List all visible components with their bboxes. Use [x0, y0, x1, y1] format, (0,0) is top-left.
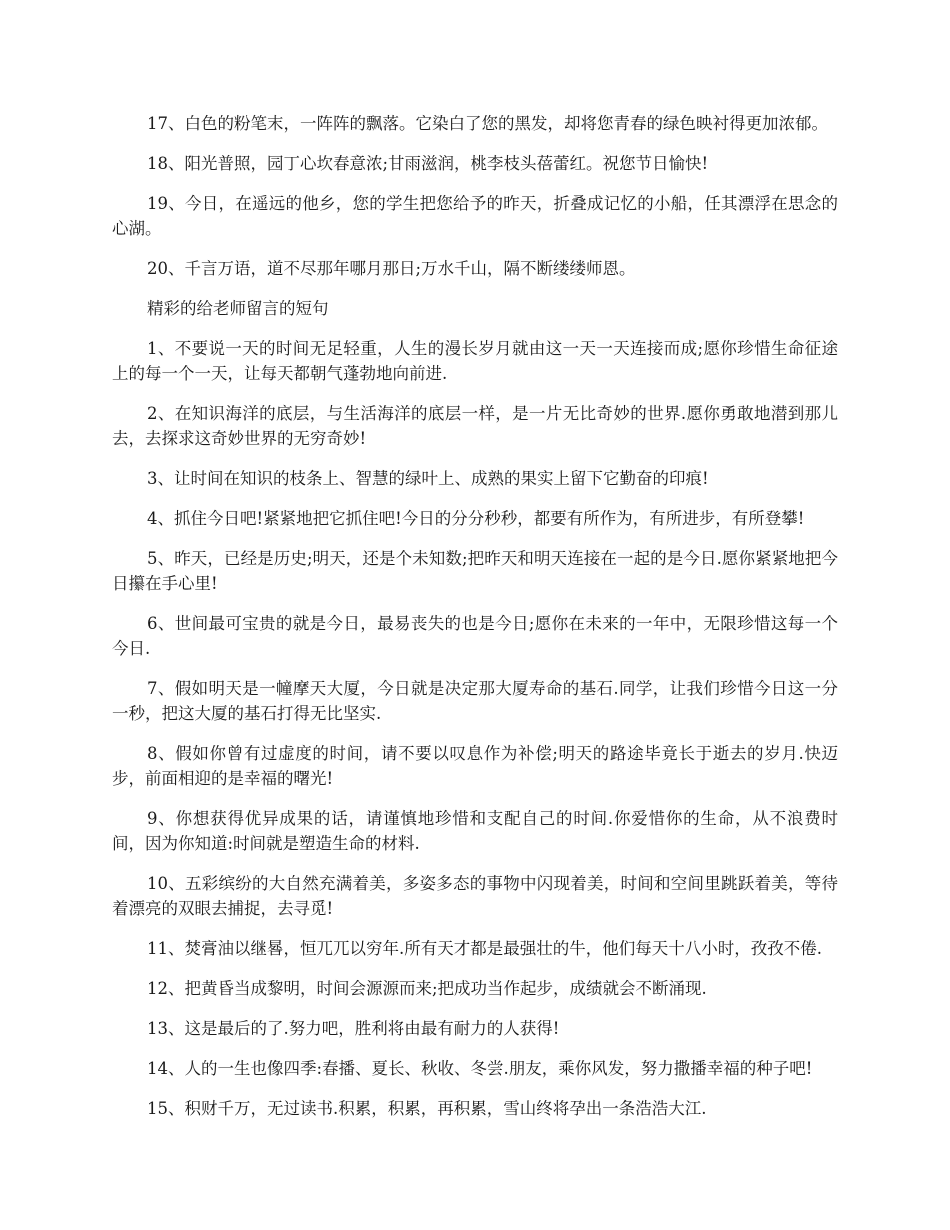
paragraph-17: 17、白色的粉笔末，一阵阵的飘落。它染白了您的黑发，却将您青春的绿色映衬得更加浓郁。 [147, 114, 828, 133]
section-heading: 精彩的给老师留言的短句 [147, 299, 329, 318]
paragraph-2: 2、在知识海洋的底层，与生活海洋的底层一样，是一片无比奇妙的世界.愿你勇敢地潜到那儿去，去探求这奇妙世界的无穷奇妙! [112, 404, 838, 448]
paragraph-13: 13、这是最后的了.努力吧，胜利将由最有耐力的人获得! [147, 1019, 560, 1038]
paragraph-8: 8、假如你曾有过虚度的时间，请不要以叹息作为补偿;明天的路途毕竟长于逝去的岁月.快迈步，前面相迎的是幸福的曙光! [112, 744, 838, 788]
paragraph-5: 5、昨天，已经是历史;明天，还是个未知数;把昨天和明天连接在一起的是今日.愿你紧紧地把今日攥在手心里! [112, 549, 838, 593]
document-body [112, 111, 838, 1136]
paragraph-3: 3、让时间在知识的枝条上、智慧的绿叶上、成熟的果实上留下它勤奋的印痕! [147, 469, 709, 488]
paragraph-1: 1、不要说一天的时间无足轻重，人生的漫长岁月就由这一天一天连接而成;愿你珍惜生命征途上的每一个一天，让每天都朝气蓬勃地向前进. [112, 339, 838, 383]
paragraph-9: 9、你想获得优异成果的话，请谨慎地珍惜和支配自己的时间.你爱惜你的生命，从不浪费时间，因为你知道:时间就是塑造生命的材料. [112, 809, 838, 853]
paragraph-12: 12、把黄昏当成黎明，时间会源源而来;把成功当作起步，成绩就会不断涌现. [147, 979, 707, 998]
paragraph-18: 18、阳光普照，园丁心坎春意浓;甘雨滋润，桃李枝头蓓蕾红。祝您节日愉快! [147, 154, 709, 173]
paragraph-19: 19、今日，在遥远的他乡，您的学生把您给予的昨天，折叠成记忆的小船，任其漂浮在思念的心湖。 [112, 194, 838, 238]
paragraph-10: 10、五彩缤纷的大自然充满着美，多姿多态的事物中闪现着美，时间和空间里跳跃着美，等待着漂亮的双眼去捕捉，去寻觅! [112, 874, 838, 918]
paragraph-11: 11、焚膏油以继晷，恒兀兀以穷年.所有天才都是最强壮的牛，他们每天十八小时，孜孜不倦. [147, 939, 822, 958]
paragraph-15: 15、积财千万，无过读书.积累，积累，再积累，雪山终将孕出一条浩浩大江. [147, 1099, 707, 1118]
paragraph-20: 20、千言万语，道不尽那年哪月那日;万水千山，隔不断缕缕师恩。 [147, 259, 636, 278]
paragraph-6: 6、世间最可宝贵的就是今日，最易丧失的也是今日;愿你在未来的一年中，无限珍惜这每一个今日. [112, 614, 838, 658]
paragraph-14: 14、人的一生也像四季:春播、夏长、秋收、冬尝.朋友，乘你风发，努力撒播幸福的种子吧! [147, 1059, 813, 1078]
paragraph-4: 4、抓住今日吧!紧紧地把它抓住吧!今日的分分秒秒，都要有所作为，有所进步，有所登攀! [147, 509, 805, 528]
paragraph-7: 7、假如明天是一幢摩天大厦，今日就是决定那大厦寿命的基石.同学，让我们珍惜今日这一分一秒，把这大厦的基石打得无比坚实. [112, 679, 838, 723]
